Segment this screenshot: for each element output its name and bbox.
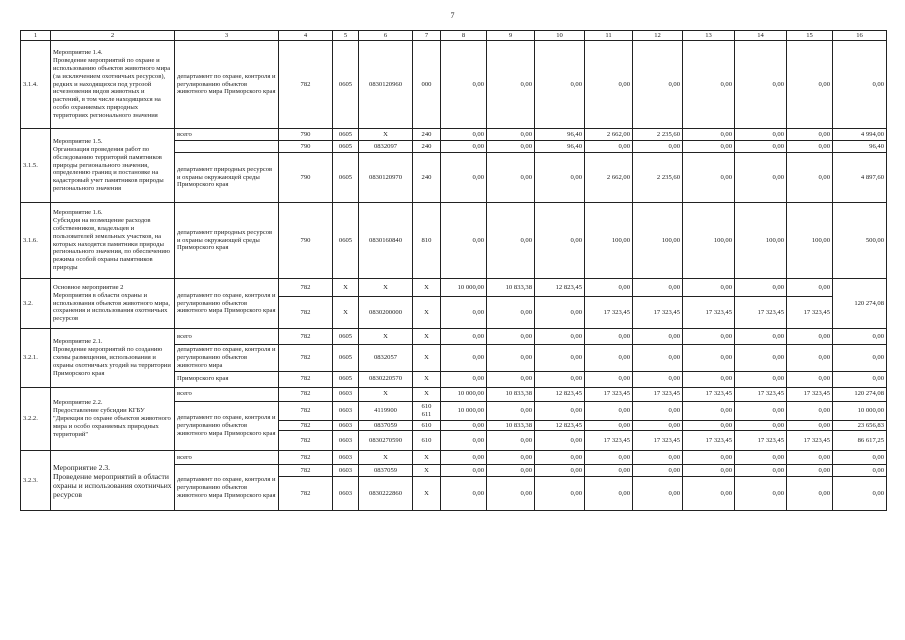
measure-name: Мероприятие 1.4. Проведение мероприятий по охране и использованию объектов животного мира (за исключением охотничьих ресурсов), редких и находящихся под угрозой исчезновения видов животных и растений, в том числе находящихся на особо охраняемых природных территориях регионального значения — [51, 41, 175, 129]
code-cell: X — [413, 329, 441, 345]
value-cell: 17 323,45 — [735, 297, 787, 329]
total-cell: 120 274,08 — [833, 279, 887, 329]
table-row — [21, 203, 887, 279]
value-cell: 0,00 — [441, 153, 487, 203]
code-cell: 0830222860 — [359, 477, 413, 511]
code-cell: 782 — [279, 329, 333, 345]
code-cell: 0605 — [333, 371, 359, 387]
value-cell: 0,00 — [441, 203, 487, 279]
value-cell: 0,00 — [441, 420, 487, 431]
code-cell: X — [359, 387, 413, 401]
code-cell: 782 — [279, 371, 333, 387]
code-cell: 782 — [279, 451, 333, 465]
table-row — [21, 41, 887, 129]
value-cell: 96,40 — [535, 141, 585, 153]
value-cell: 0,00 — [735, 477, 787, 511]
col-header: 7 — [413, 31, 441, 41]
col-header: 14 — [735, 31, 787, 41]
table-row — [21, 329, 887, 345]
value-cell: 86 617,25 — [833, 431, 887, 451]
value-cell: 0,00 — [487, 203, 535, 279]
row-number: 3.1.4. — [21, 41, 51, 129]
value-cell: 0,00 — [787, 41, 833, 129]
code-cell: 4119900 — [359, 401, 413, 420]
row-number: 3.1.5. — [21, 129, 51, 203]
value-cell: 0,00 — [585, 401, 633, 420]
executor: всего — [175, 387, 279, 401]
code-cell: 782 — [279, 465, 333, 477]
value-cell: 0,00 — [735, 279, 787, 297]
value-cell: 0,00 — [585, 41, 633, 129]
value-cell: 10 833,38 — [487, 279, 535, 297]
code-cell: 790 — [279, 153, 333, 203]
value-cell: 17 323,45 — [585, 431, 633, 451]
value-cell: 10 000,00 — [833, 401, 887, 420]
measure-name: Основное мероприятие 2 Мероприятия в области охраны и использования объектов животного мира, сохранения и использования охотничьих ресурсов — [51, 279, 175, 329]
row-number: 3.2.2. — [21, 387, 51, 451]
value-cell: 0,00 — [633, 371, 683, 387]
value-cell: 0,00 — [487, 451, 535, 465]
value-cell: 100,00 — [585, 203, 633, 279]
value-cell: 120 274,08 — [833, 387, 887, 401]
code-cell: 782 — [279, 345, 333, 372]
value-cell: 0,00 — [735, 141, 787, 153]
col-header: 1 — [21, 31, 51, 41]
value-cell: 0,00 — [787, 279, 833, 297]
value-cell: 0,00 — [735, 401, 787, 420]
col-header: 5 — [333, 31, 359, 41]
value-cell: 0,00 — [735, 420, 787, 431]
value-cell: 0,00 — [735, 41, 787, 129]
value-cell: 0,00 — [585, 141, 633, 153]
value-cell: 0,00 — [487, 345, 535, 372]
value-cell: 0,00 — [633, 345, 683, 372]
value-cell: 0,00 — [487, 129, 535, 141]
code-cell: 782 — [279, 279, 333, 297]
value-cell: 0,00 — [441, 451, 487, 465]
table-row — [21, 387, 887, 401]
code-cell: 0603 — [333, 420, 359, 431]
value-cell: 0,00 — [487, 477, 535, 511]
code-cell: 782 — [279, 420, 333, 431]
code-cell: 790 — [279, 141, 333, 153]
code-cell: X — [413, 345, 441, 372]
code-cell: 782 — [279, 401, 333, 420]
value-cell: 0,00 — [441, 297, 487, 329]
value-cell: 0,00 — [535, 41, 585, 129]
value-cell: 0,00 — [441, 329, 487, 345]
value-cell: 17 323,45 — [633, 297, 683, 329]
code-cell: 0830200000 — [359, 297, 413, 329]
code-cell: 0603 — [333, 387, 359, 401]
code-cell: X — [359, 279, 413, 297]
value-cell: 2 662,00 — [585, 129, 633, 141]
code-cell: X — [413, 371, 441, 387]
value-cell: 0,00 — [535, 401, 585, 420]
value-cell: 17 323,45 — [787, 297, 833, 329]
value-cell: 0,00 — [787, 477, 833, 511]
value-cell: 0,00 — [633, 465, 683, 477]
code-cell: X — [333, 297, 359, 329]
code-cell: 240 — [413, 129, 441, 141]
col-header: 11 — [585, 31, 633, 41]
value-cell: 0,00 — [535, 371, 585, 387]
value-cell: 0,00 — [535, 477, 585, 511]
value-cell: 17 323,45 — [585, 297, 633, 329]
measure-name: Мероприятие 2.1. Проведение мероприятий по созданию схемы размещения, использования и охраны охотничьих угодий на территории Приморского края — [51, 329, 175, 388]
table-body — [21, 41, 887, 511]
value-cell: 0,00 — [683, 420, 735, 431]
value-cell: 0,00 — [441, 465, 487, 477]
value-cell: 0,00 — [735, 451, 787, 465]
value-cell: 0,00 — [487, 297, 535, 329]
code-cell: 782 — [279, 431, 333, 451]
executor: департамент природных ресурсов и охраны окружающей среды Приморского края — [175, 153, 279, 203]
code-cell: 240 — [413, 153, 441, 203]
code-cell: 0832097 — [359, 141, 413, 153]
value-cell: 10 000,00 — [441, 387, 487, 401]
value-cell: 17 323,45 — [735, 387, 787, 401]
executor: всего — [175, 451, 279, 465]
code-cell: 0832057 — [359, 345, 413, 372]
code-cell: 240 — [413, 141, 441, 153]
code-cell: 810 — [413, 203, 441, 279]
value-cell: 0,00 — [787, 329, 833, 345]
value-cell: 12 823,45 — [535, 387, 585, 401]
value-cell: 17 323,45 — [585, 387, 633, 401]
code-cell: 0830120960 — [359, 41, 413, 129]
value-cell: 0,00 — [833, 477, 887, 511]
value-cell: 0,00 — [633, 329, 683, 345]
code-cell: 0605 — [333, 153, 359, 203]
budget-table — [20, 30, 887, 511]
value-cell: 2 235,60 — [633, 129, 683, 141]
value-cell: 0,00 — [585, 451, 633, 465]
code-cell: 782 — [279, 477, 333, 511]
code-cell: 782 — [279, 387, 333, 401]
code-cell: X — [359, 129, 413, 141]
value-cell: 0,00 — [633, 141, 683, 153]
value-cell: 0,00 — [683, 129, 735, 141]
value-cell: 17 323,45 — [683, 431, 735, 451]
value-cell: 0,00 — [487, 329, 535, 345]
value-cell: 0,00 — [535, 297, 585, 329]
executor: Приморского края — [175, 371, 279, 387]
value-cell: 0,00 — [683, 345, 735, 372]
value-cell: 0,00 — [535, 203, 585, 279]
value-cell: 0,00 — [441, 129, 487, 141]
value-cell: 0,00 — [787, 345, 833, 372]
header-row — [21, 31, 887, 41]
value-cell: 0,00 — [633, 41, 683, 129]
code-cell: 0605 — [333, 41, 359, 129]
table-row — [21, 451, 887, 465]
value-cell: 100,00 — [683, 203, 735, 279]
value-cell: 4 994,00 — [833, 129, 887, 141]
col-header: 10 — [535, 31, 585, 41]
value-cell: 0,00 — [487, 371, 535, 387]
value-cell: 0,00 — [441, 431, 487, 451]
value-cell: 0,00 — [535, 345, 585, 372]
value-cell: 0,00 — [787, 401, 833, 420]
code-cell: 0603 — [333, 401, 359, 420]
value-cell: 0,00 — [633, 279, 683, 297]
code-cell: 0605 — [333, 345, 359, 372]
value-cell: 0,00 — [487, 465, 535, 477]
code-cell: 610 — [413, 431, 441, 451]
code-cell: 000 — [413, 41, 441, 129]
code-cell: 790 — [279, 203, 333, 279]
value-cell: 0,00 — [441, 477, 487, 511]
code-cell: X — [359, 329, 413, 345]
value-cell: 17 323,45 — [787, 387, 833, 401]
value-cell: 0,00 — [833, 451, 887, 465]
code-cell: X — [359, 451, 413, 465]
value-cell: 17 323,45 — [683, 297, 735, 329]
value-cell: 17 323,45 — [735, 431, 787, 451]
value-cell: 0,00 — [585, 420, 633, 431]
code-cell: 0837059 — [359, 465, 413, 477]
executor — [175, 141, 279, 153]
value-cell: 0,00 — [633, 401, 683, 420]
value-cell: 10 000,00 — [441, 401, 487, 420]
value-cell: 0,00 — [535, 465, 585, 477]
value-cell: 0,00 — [535, 431, 585, 451]
value-cell: 0,00 — [585, 371, 633, 387]
value-cell: 0,00 — [735, 465, 787, 477]
value-cell: 0,00 — [535, 153, 585, 203]
page-number: 7 — [450, 11, 455, 20]
code-cell: 610 611 — [413, 401, 441, 420]
value-cell: 0,00 — [585, 329, 633, 345]
value-cell: 23 656,83 — [833, 420, 887, 431]
executor: департамент по охране, контроля и регулированию объектов животного мира Приморского края — [175, 465, 279, 511]
executor: всего — [175, 129, 279, 141]
value-cell: 0,00 — [683, 401, 735, 420]
code-cell: 0837059 — [359, 420, 413, 431]
executor: департамент по охране, контроля и регулированию объектов животного мира Приморского края — [175, 41, 279, 129]
value-cell: 0,00 — [585, 279, 633, 297]
value-cell: 100,00 — [735, 203, 787, 279]
value-cell: 0,00 — [633, 477, 683, 511]
value-cell: 0,00 — [535, 329, 585, 345]
value-cell: 96,40 — [833, 141, 887, 153]
col-header: 12 — [633, 31, 683, 41]
value-cell: 0,00 — [735, 329, 787, 345]
value-cell: 0,00 — [833, 41, 887, 129]
value-cell: 0,00 — [787, 371, 833, 387]
value-cell: 0,00 — [683, 451, 735, 465]
col-header: 6 — [359, 31, 413, 41]
value-cell: 10 833,38 — [487, 387, 535, 401]
value-cell: 0,00 — [787, 451, 833, 465]
value-cell: 0,00 — [487, 153, 535, 203]
col-header: 2 — [51, 31, 175, 41]
code-cell: X — [333, 279, 359, 297]
value-cell: 4 897,60 — [833, 153, 887, 203]
code-cell: 0605 — [333, 129, 359, 141]
executor: департамент по охране, контроля и регулированию объектов животного мира Приморского края — [175, 279, 279, 329]
value-cell: 17 323,45 — [683, 387, 735, 401]
value-cell: 0,00 — [441, 345, 487, 372]
code-cell: 782 — [279, 297, 333, 329]
value-cell: 0,00 — [735, 129, 787, 141]
value-cell: 0,00 — [683, 279, 735, 297]
value-cell: 0,00 — [683, 329, 735, 345]
code-cell: 0603 — [333, 477, 359, 511]
value-cell: 0,00 — [683, 465, 735, 477]
value-cell: 10 833,38 — [487, 420, 535, 431]
row-number: 3.2.1. — [21, 329, 51, 388]
value-cell: 0,00 — [683, 141, 735, 153]
value-cell: 0,00 — [683, 371, 735, 387]
value-cell: 0,00 — [683, 477, 735, 511]
value-cell: 0,00 — [787, 153, 833, 203]
value-cell: 0,00 — [441, 371, 487, 387]
code-cell: X — [413, 297, 441, 329]
value-cell: 17 323,45 — [633, 387, 683, 401]
value-cell: 0,00 — [787, 129, 833, 141]
value-cell: 0,00 — [787, 420, 833, 431]
value-cell: 10 000,00 — [441, 279, 487, 297]
value-cell: 0,00 — [683, 41, 735, 129]
value-cell: 12 823,45 — [535, 279, 585, 297]
value-cell: 0,00 — [633, 420, 683, 431]
code-cell: 0830120970 — [359, 153, 413, 203]
value-cell: 0,00 — [735, 153, 787, 203]
measure-name: Мероприятие 2.3. Проведение мероприятий в области охраны и использования охотничьих ресурсов — [51, 451, 175, 511]
value-cell: 0,00 — [735, 345, 787, 372]
value-cell: 0,00 — [535, 451, 585, 465]
col-header: 15 — [787, 31, 833, 41]
code-cell: 782 — [279, 41, 333, 129]
col-header: 3 — [175, 31, 279, 41]
row-number: 3.2. — [21, 279, 51, 329]
code-cell: 0830220570 — [359, 371, 413, 387]
value-cell: 100,00 — [787, 203, 833, 279]
value-cell: 0,00 — [833, 465, 887, 477]
executor: всего — [175, 329, 279, 345]
value-cell: 17 323,45 — [787, 431, 833, 451]
table-row — [21, 129, 887, 141]
code-cell: X — [413, 451, 441, 465]
col-header: 16 — [833, 31, 887, 41]
value-cell: 0,00 — [487, 141, 535, 153]
code-cell: 0830270590 — [359, 431, 413, 451]
value-cell: 12 823,45 — [535, 420, 585, 431]
code-cell: 0605 — [333, 329, 359, 345]
value-cell: 0,00 — [833, 371, 887, 387]
code-cell: 0603 — [333, 431, 359, 451]
executor: департамент природных ресурсов и охраны окружающей среды Приморского края — [175, 203, 279, 279]
value-cell: 2 235,60 — [633, 153, 683, 203]
value-cell: 0,00 — [487, 431, 535, 451]
col-header: 9 — [487, 31, 535, 41]
row-number: 3.2.3. — [21, 451, 51, 511]
value-cell: 96,40 — [535, 129, 585, 141]
code-cell: 0603 — [333, 465, 359, 477]
code-cell: X — [413, 279, 441, 297]
value-cell: 0,00 — [735, 371, 787, 387]
value-cell: 100,00 — [633, 203, 683, 279]
value-cell: 500,00 — [833, 203, 887, 279]
value-cell: 0,00 — [487, 41, 535, 129]
value-cell: 0,00 — [585, 465, 633, 477]
code-cell: 0605 — [333, 203, 359, 279]
value-cell: 17 323,45 — [633, 431, 683, 451]
value-cell: 0,00 — [633, 451, 683, 465]
value-cell: 0,00 — [683, 153, 735, 203]
col-header: 13 — [683, 31, 735, 41]
col-header: 8 — [441, 31, 487, 41]
code-cell: X — [413, 465, 441, 477]
executor: департамент по охране, контроля и регулированию объектов животного мира Приморского края — [175, 401, 279, 451]
code-cell: 0603 — [333, 451, 359, 465]
value-cell: 0,00 — [833, 329, 887, 345]
value-cell: 0,00 — [833, 345, 887, 372]
value-cell: 0,00 — [787, 141, 833, 153]
code-cell: 610 — [413, 420, 441, 431]
value-cell: 0,00 — [487, 401, 535, 420]
code-cell: X — [413, 477, 441, 511]
col-header: 4 — [279, 31, 333, 41]
code-cell: X — [413, 387, 441, 401]
value-cell: 0,00 — [787, 465, 833, 477]
value-cell: 0,00 — [441, 41, 487, 129]
code-cell: 0830160840 — [359, 203, 413, 279]
value-cell: 0,00 — [585, 345, 633, 372]
code-cell: 0605 — [333, 141, 359, 153]
executor: департамент по охране, контроля и регулированию объектов животного мира — [175, 345, 279, 372]
value-cell: 2 662,00 — [585, 153, 633, 203]
row-number: 3.1.6. — [21, 203, 51, 279]
measure-name: Мероприятие 1.5. Организация проведения работ по обследованию территорий памятников природы регионального значения, определению границ и постановке на кадастровый учет памятников природы регионального значения — [51, 129, 175, 203]
measure-name: Мероприятие 1.6. Субсидия на возмещение расходов собственников, владельцев и пользователей земельных участков, на которых находятся памятники природы регионального значения, по обеспечению режима особой охраны памятников природы — [51, 203, 175, 279]
measure-name: Мероприятие 2.2. Предоставление субсидии КГБУ "Дирекция по охране объектов животного мира и особо охраняемых природных территорий" — [51, 387, 175, 451]
value-cell: 0,00 — [585, 477, 633, 511]
table-row — [21, 279, 887, 297]
value-cell: 0,00 — [441, 141, 487, 153]
code-cell: 790 — [279, 129, 333, 141]
